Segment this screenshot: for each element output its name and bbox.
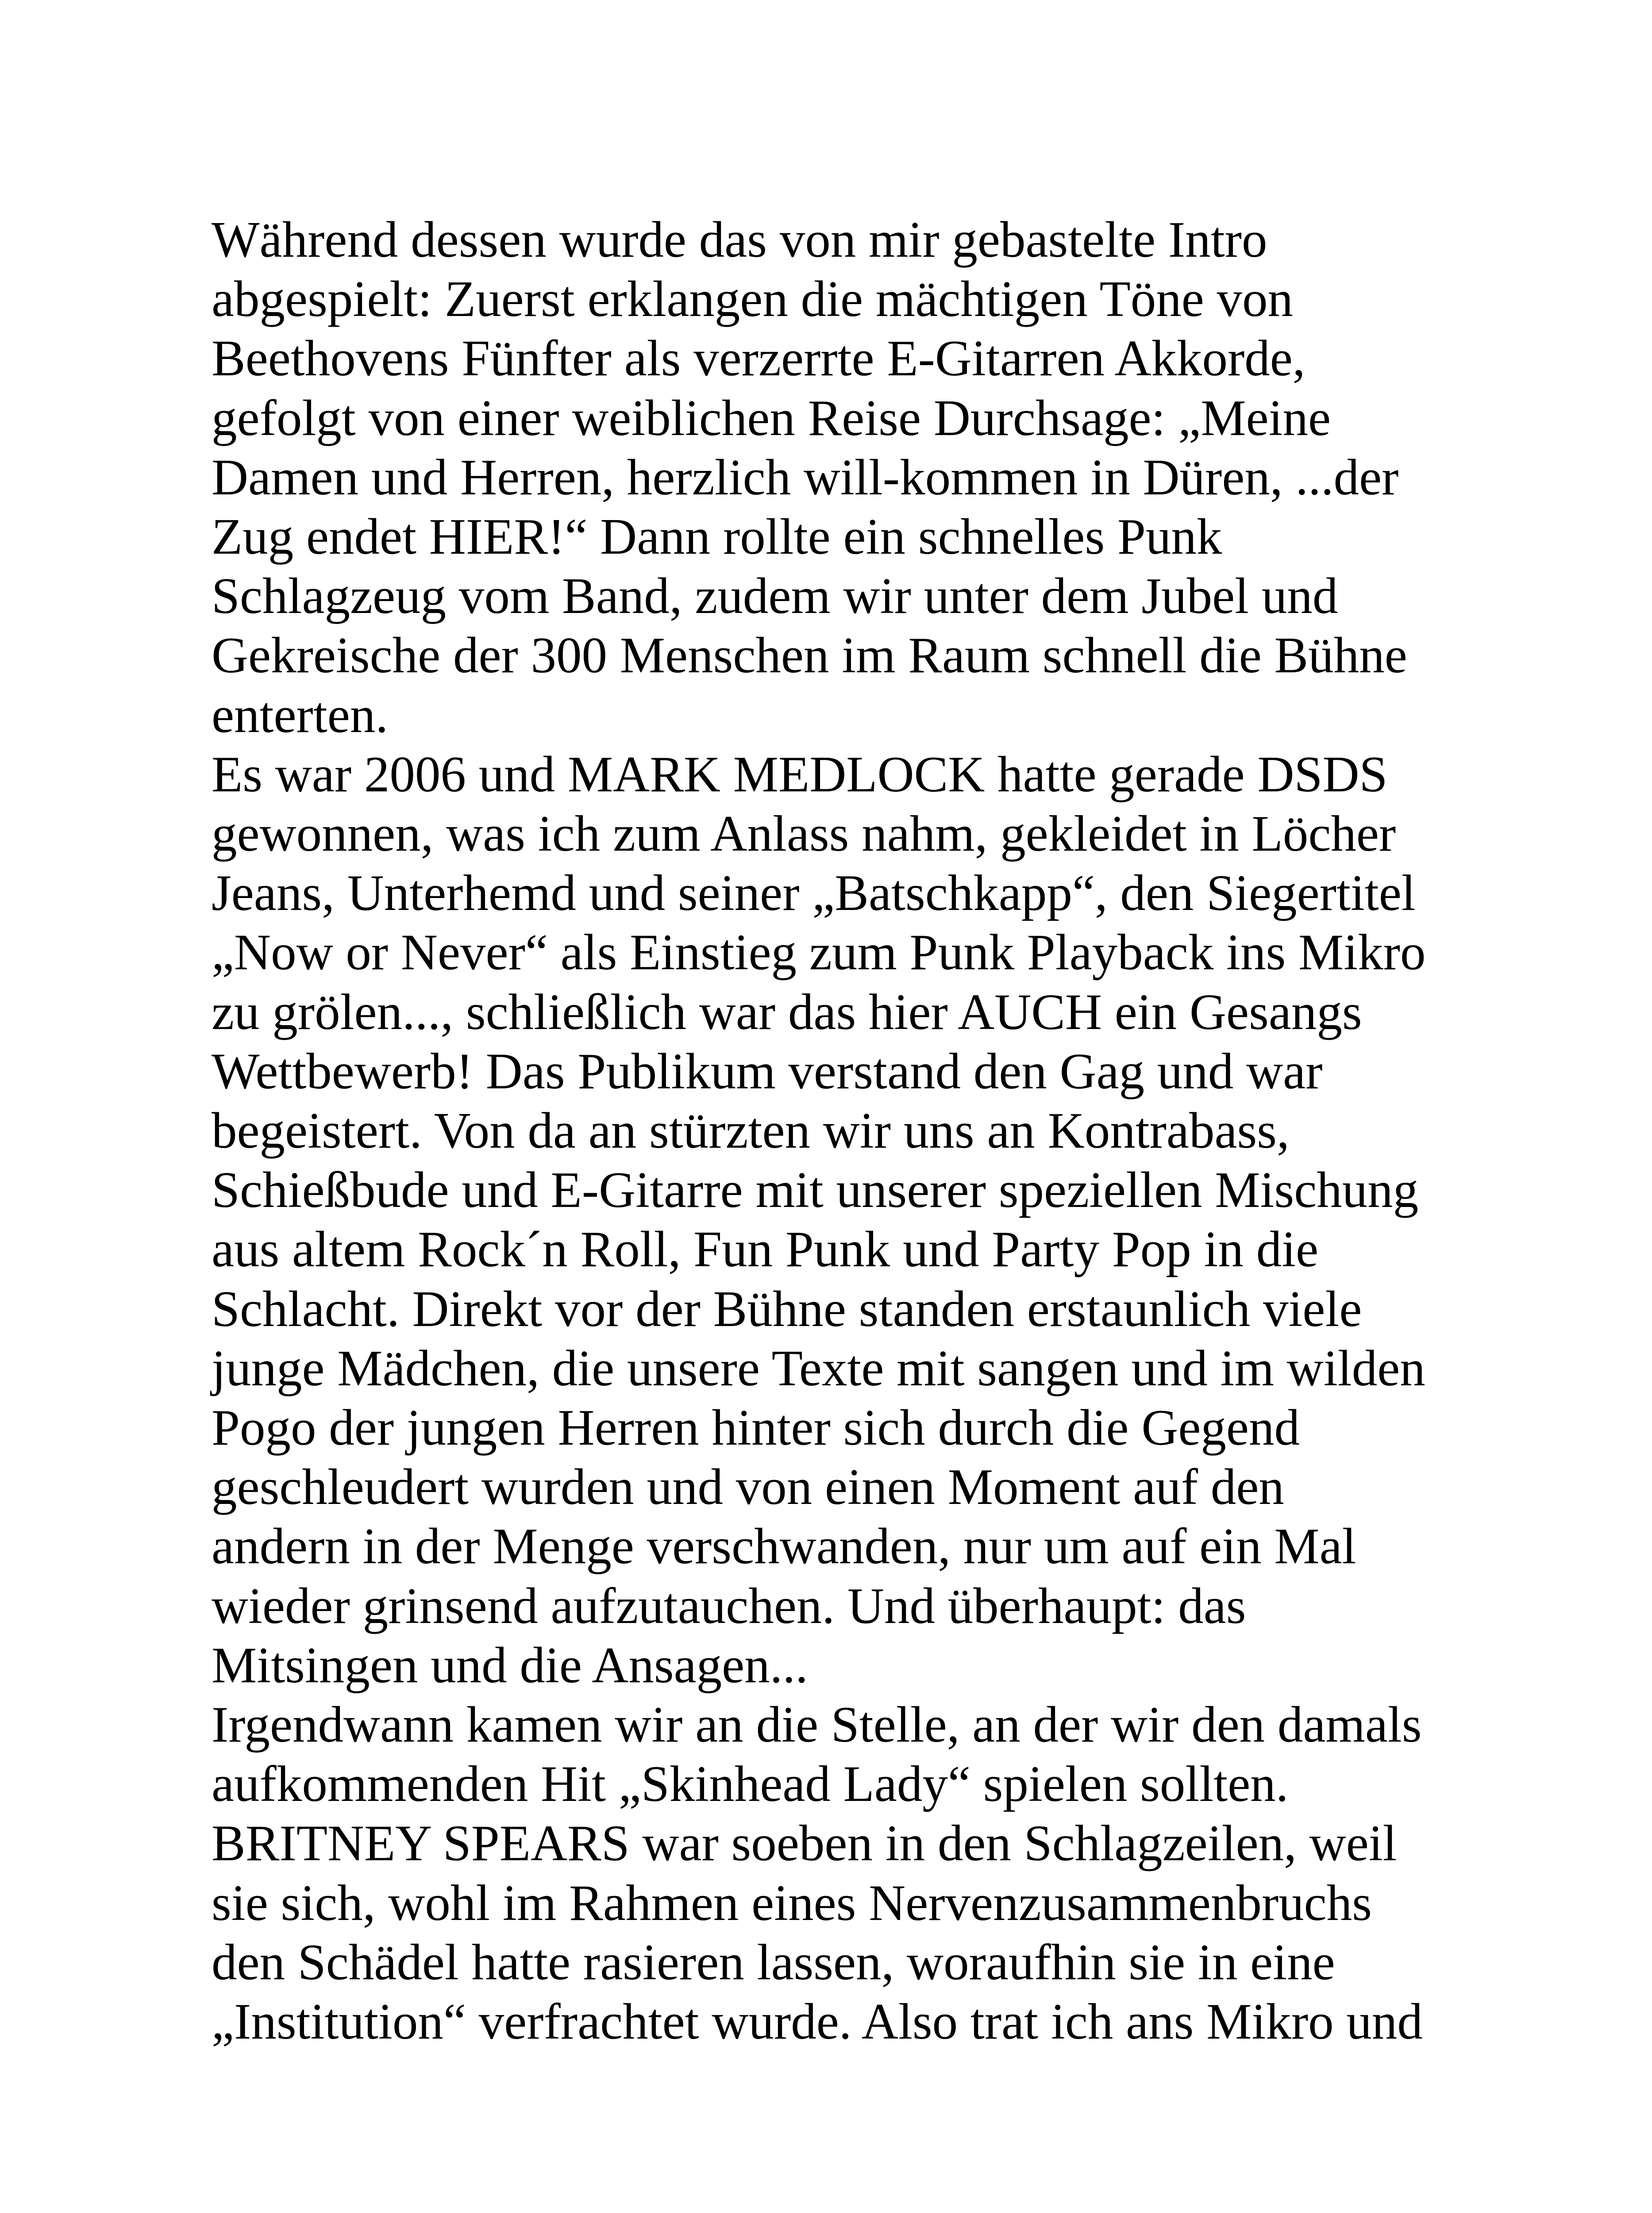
- text-line: sie sich, wohl im Rahmen eines Nervenzusammenbruchs: [212, 1874, 1372, 1931]
- text-line: Beethovens Fünfter als verzerrte E-Gitarren Akkorde,: [212, 330, 1305, 387]
- text-line: aufkommenden Hit „Skinhead Lady“ spielen sollten.: [212, 1756, 1289, 1812]
- text-line: Pogo der jungen Herren hinter sich durch die Gegend: [212, 1400, 1300, 1456]
- text-line: Während dessen wurde das von mir gebastelte Intro: [212, 212, 1267, 268]
- text-line: Gekreische der 300 Menschen im Raum schnell die Bühne: [212, 627, 1407, 684]
- text-line: den Schädel hatte rasieren lassen, woraufhin sie in eine: [212, 1934, 1335, 1990]
- text-line: enterten.: [212, 686, 389, 743]
- text-line: junge Mädchen, die unsere Texte mit sangen und im wilden: [212, 1340, 1425, 1396]
- text-line: Irgendwann kamen wir an die Stelle, an der wir den damals: [212, 1696, 1422, 1753]
- text-line: abgespielt: Zuerst erklangen die mächtigen Töne von: [212, 271, 1294, 328]
- text-line: BRITNEY SPEARS war soeben in den Schlagzeilen, weil: [212, 1815, 1397, 1872]
- text-line: Es war 2006 und MARK MEDLOCK hatte gerade DSDS: [212, 746, 1388, 802]
- text-line: „Institution“ verfrachtet wurde. Also trat ich ans Mikro und: [212, 1993, 1423, 2050]
- text-line: Mitsingen und die Ansagen...: [212, 1637, 808, 1693]
- text-line: zu grölen..., schließlich war das hier AUCH ein Gesangs: [212, 983, 1362, 1040]
- text-line: aus altem Rock´n Roll, Fun Punk und Party Pop in die: [212, 1221, 1319, 1278]
- text-line: gewonnen, was ich zum Anlass nahm, gekleidet in Löcher: [212, 806, 1396, 862]
- text-line: Schlacht. Direkt vor der Bühne standen erstaunlich viele: [212, 1280, 1362, 1337]
- text-line: andern in der Menge verschwanden, nur um auf ein Mal: [212, 1518, 1356, 1575]
- text-line: gefolgt von einer weiblichen Reise Durchsage: „Meine: [212, 389, 1331, 446]
- text-line: Schlagzeug vom Band, zudem wir unter dem Jubel und: [212, 568, 1338, 625]
- text-line: Jeans, Unterhemd und seiner „Batschkapp“, den Siegertitel: [212, 865, 1416, 921]
- text-line: Damen und Herren, herzlich will-kommen in Düren, ...der: [212, 449, 1399, 505]
- text-line: Zug endet HIER!“ Dann rollte ein schnelles Punk: [212, 509, 1222, 565]
- body-text: [212, 210, 1495, 2051]
- text-line: „Now or Never“ als Einstieg zum Punk Playback ins Mikro: [212, 924, 1426, 981]
- text-line: geschleudert wurden und von einen Moment auf den: [212, 1459, 1284, 1515]
- text-line: Wettbewerb! Das Publikum verstand den Gag und war: [212, 1043, 1323, 1099]
- text-line: begeistert. Von da an stürzten wir uns an Kontrabass,: [212, 1103, 1290, 1159]
- text-line: Schießbude und E-Gitarre mit unserer speziellen Mischung: [212, 1162, 1419, 1218]
- text-line: wieder grinsend aufzutauchen. Und überhaupt: das: [212, 1577, 1246, 1634]
